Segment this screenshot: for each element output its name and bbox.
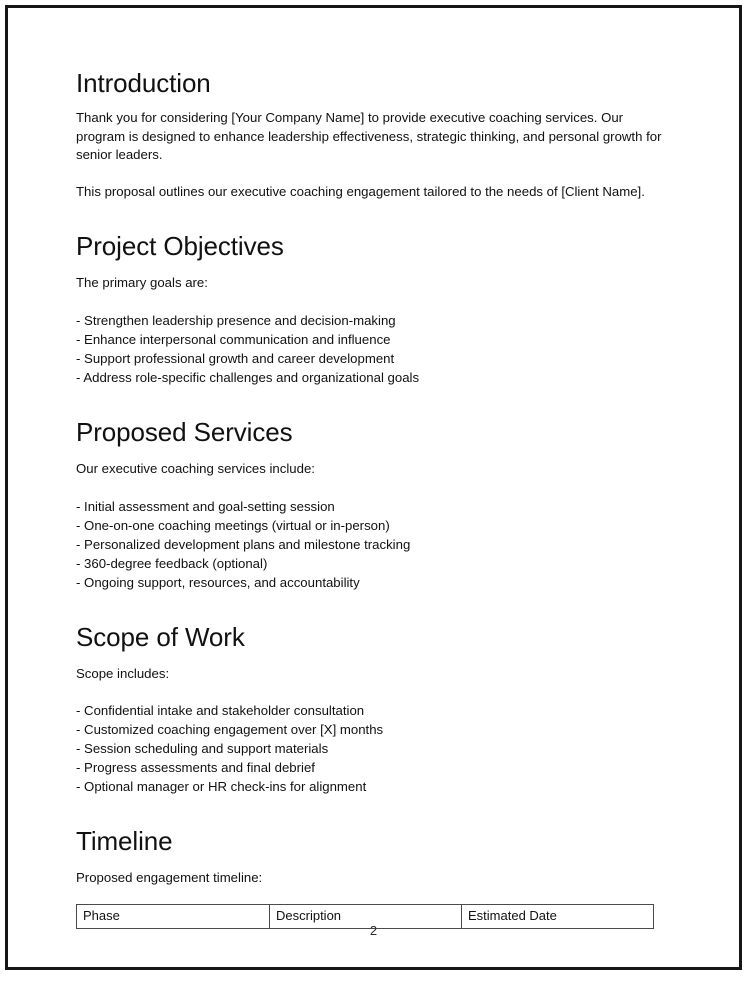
list-item: - Optional manager or HR check-ins for alignment <box>76 779 367 795</box>
table-header-description: Description <box>270 904 462 928</box>
heading-project-objectives: Project Objectives <box>76 231 284 262</box>
list-item: - Enhance interpersonal communication and influence <box>76 331 391 347</box>
page-sheet <box>8 8 739 967</box>
list-item: - Confidential intake and stakeholder consultation <box>76 703 365 719</box>
table-header-estimated-date: Estimated Date <box>462 904 654 928</box>
section-proposed-services <box>76 417 666 592</box>
heading-proposed-services: Proposed Services <box>76 416 293 447</box>
section-scope-of-work <box>76 622 666 797</box>
scope-of-work-lead: Scope includes: <box>76 665 170 681</box>
page-frame <box>5 5 742 970</box>
section-introduction <box>76 68 666 201</box>
list-item: - Ongoing support, resources, and accountability <box>76 574 360 590</box>
list-item: - Personalized development plans and milestone tracking <box>76 536 411 552</box>
list-item: - Support professional growth and career development <box>76 350 395 366</box>
section-project-objectives <box>76 231 666 387</box>
list-item: - 360-degree feedback (optional) <box>76 555 268 571</box>
proposed-services-lead: Our executive coaching services include: <box>76 460 315 476</box>
list-item: - Session scheduling and support materials <box>76 741 329 757</box>
list-item: - Customized coaching engagement over [X] months <box>76 722 384 738</box>
introduction-paragraph-2: This proposal outlines our executive coaching engagement tailored to the needs of [Client Name]. <box>76 183 645 199</box>
project-objectives-lead: The primary goals are: <box>76 275 208 291</box>
project-objectives-list <box>76 311 666 387</box>
page-number: 2 <box>369 923 378 938</box>
scope-of-work-list <box>76 701 666 796</box>
section-timeline <box>76 826 666 929</box>
introduction-paragraph-1: Thank you for considering [Your Company Name] to provide executive coaching services. Our program is designed to enhance leadership effectiveness, strategic thinking, and personal growth for senior leaders. <box>76 110 662 163</box>
heading-introduction: Introduction <box>76 68 211 98</box>
document-body <box>76 68 666 929</box>
list-item: - Strengthen leadership presence and decision-making <box>76 312 396 328</box>
table-header-phase: Phase <box>77 904 270 928</box>
list-item: - One-on-one coaching meetings (virtual or in-person) <box>76 517 390 533</box>
heading-scope-of-work: Scope of Work <box>76 621 245 652</box>
list-item: - Address role-specific challenges and organizational goals <box>76 369 420 385</box>
list-item: - Initial assessment and goal-setting session <box>76 498 335 514</box>
proposed-services-list <box>76 497 666 592</box>
heading-timeline: Timeline <box>76 826 173 857</box>
list-item: - Progress assessments and final debrief <box>76 760 315 776</box>
timeline-lead: Proposed engagement timeline: <box>76 870 263 886</box>
